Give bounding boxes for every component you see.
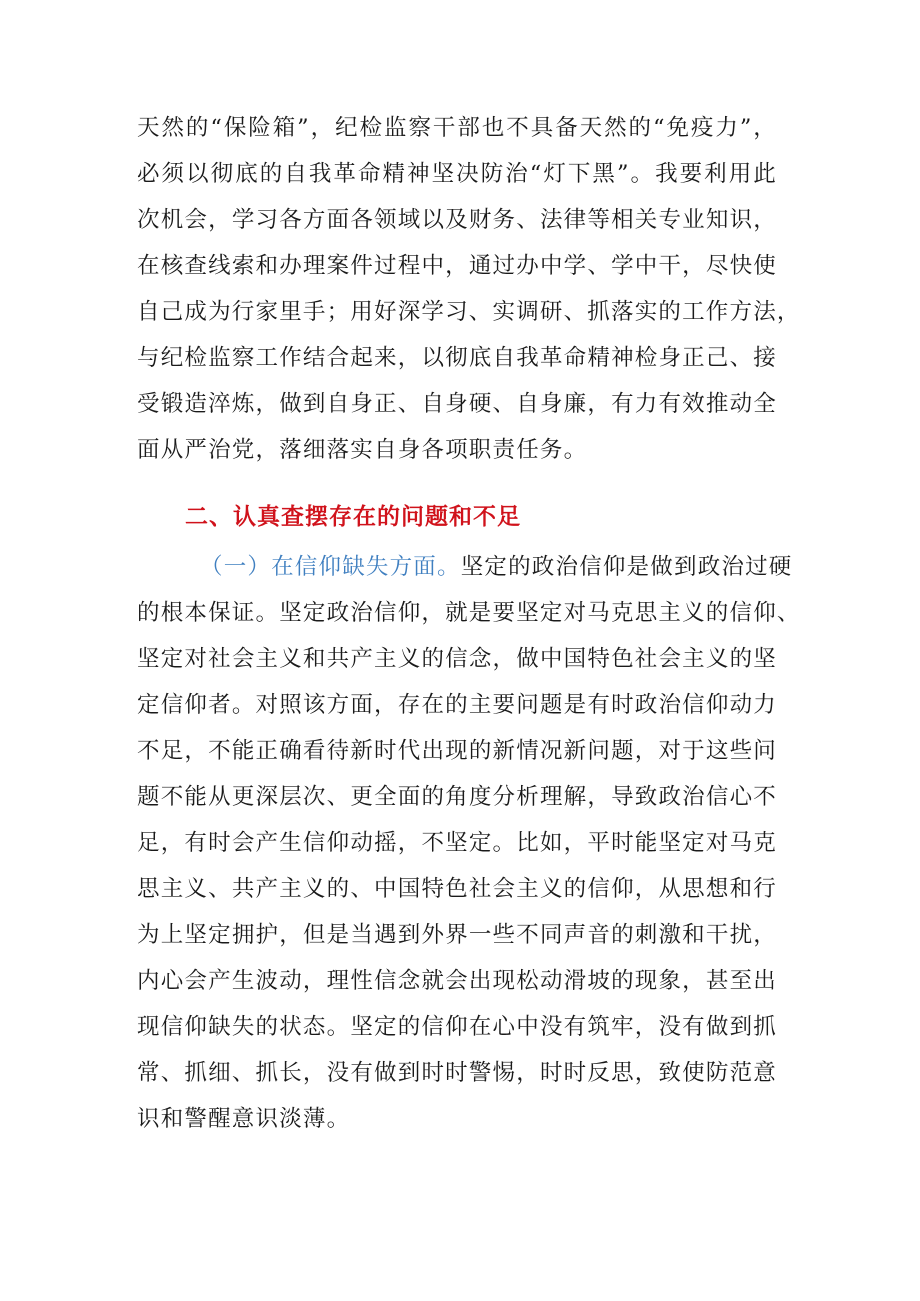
- text-line: 识和警醒意识淡薄。: [137, 1106, 351, 1132]
- text-line: 不足，不能正确看待新时代出现的新情况新问题，对于这些问: [137, 738, 777, 764]
- text-line: 与纪检监察工作结合起来，以彻底自我革命精神检身正己、接: [137, 345, 777, 371]
- subsection-first-line: [200, 549, 793, 585]
- text-line: 面从严治党，落细落实自身各项职责任务。: [137, 437, 588, 463]
- text-line: 内心会产生波动，理性信念就会出现松动滑坡的现象，甚至出: [137, 968, 777, 994]
- text-line: 自己成为行家里手；用好深学习、实调研、抓落实的工作方法，: [137, 299, 801, 325]
- subsection-title: （一）在信仰缺失方面。: [200, 554, 461, 580]
- text-line: 思主义、共产主义的、中国特色社会主义的信仰，从思想和行: [137, 876, 777, 902]
- section-heading: 二、认真查摆存在的问题和不足: [185, 504, 521, 530]
- text-line: 在核查线索和办理案件过程中，通过办中学、学中干，尽快使: [137, 253, 777, 279]
- text-line: 必须以彻底的自我革命精神坚决防治“灯下黑”。我要利用此: [137, 161, 777, 187]
- subsection-first-line-text: 坚定的政治信仰是做到政治过硬: [460, 554, 793, 580]
- text-line: 常、抓细、抓长，没有做到时时警惕，时时反思，致使防范意: [137, 1060, 777, 1086]
- text-line: 现信仰缺失的状态。坚定的信仰在心中没有筑牢，没有做到抓: [137, 1014, 777, 1040]
- text-line: 为上坚定拥护，但是当遇到外界一些不同声音的刺激和干扰，: [137, 922, 777, 948]
- text-line: 受锻造淬炼，做到自身正、自身硬、自身廉，有力有效推动全: [137, 391, 777, 417]
- text-line: 坚定对社会主义和共产主义的信念，做中国特色社会主义的坚: [137, 646, 777, 672]
- text-line: 天然的“保险箱”，纪检监察干部也不具备天然的“免疫力”，: [137, 115, 777, 141]
- text-line: 次机会，学习各方面各领域以及财务、法律等相关专业知识，: [137, 207, 777, 233]
- text-line: 题不能从更深层次、更全面的角度分析理解，导致政治信心不: [137, 784, 777, 810]
- text-line: 定信仰者。对照该方面，存在的主要问题是有时政治信仰动力: [137, 692, 777, 718]
- text-line: 的根本保证。坚定政治信仰，就是要坚定对马克思主义的信仰、: [137, 600, 801, 626]
- text-line: 足，有时会产生信仰动摇，不坚定。比如，平时能坚定对马克: [137, 830, 777, 856]
